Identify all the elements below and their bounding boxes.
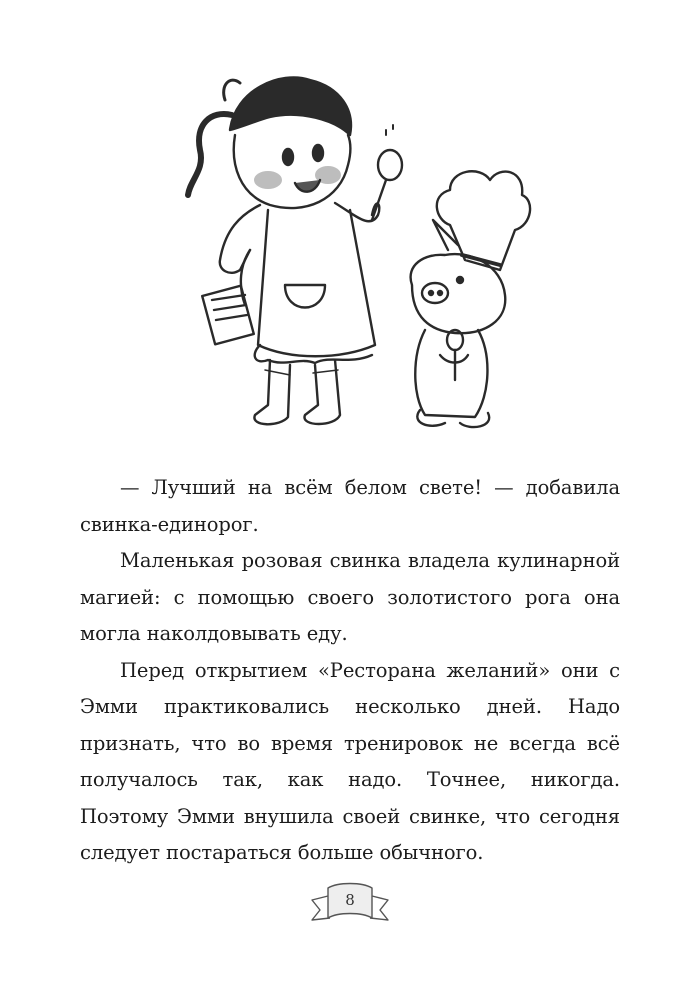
spoon [378, 150, 402, 180]
pig-body [415, 330, 487, 417]
page-number: 8 [345, 891, 355, 909]
pig-head [411, 254, 506, 333]
body-text [80, 470, 620, 872]
illustration-girl-and-pig-chef [150, 55, 570, 465]
girl-hair [230, 77, 351, 135]
paragraph: Маленькая розовая свинка владела кулинарной магией: с помощью своего золотистого рога она могла наколдовывать еду. [80, 549, 620, 645]
girl-body [220, 205, 260, 273]
paragraph: Перед открытием «Ресторана желаний» они с Эмми практиковались несколько дней. Надо признать, что во время тренировок не всегда всё получалось так, как надо. Точнее, никогда. Поэтому Эмми внушила своей свинке, что сегодня следует постараться больше обычного. [80, 658, 620, 864]
paragraph: — Лучший на всём белом свете! — добавила свинка-единорог. [80, 476, 620, 536]
page-number-banner [300, 870, 400, 940]
